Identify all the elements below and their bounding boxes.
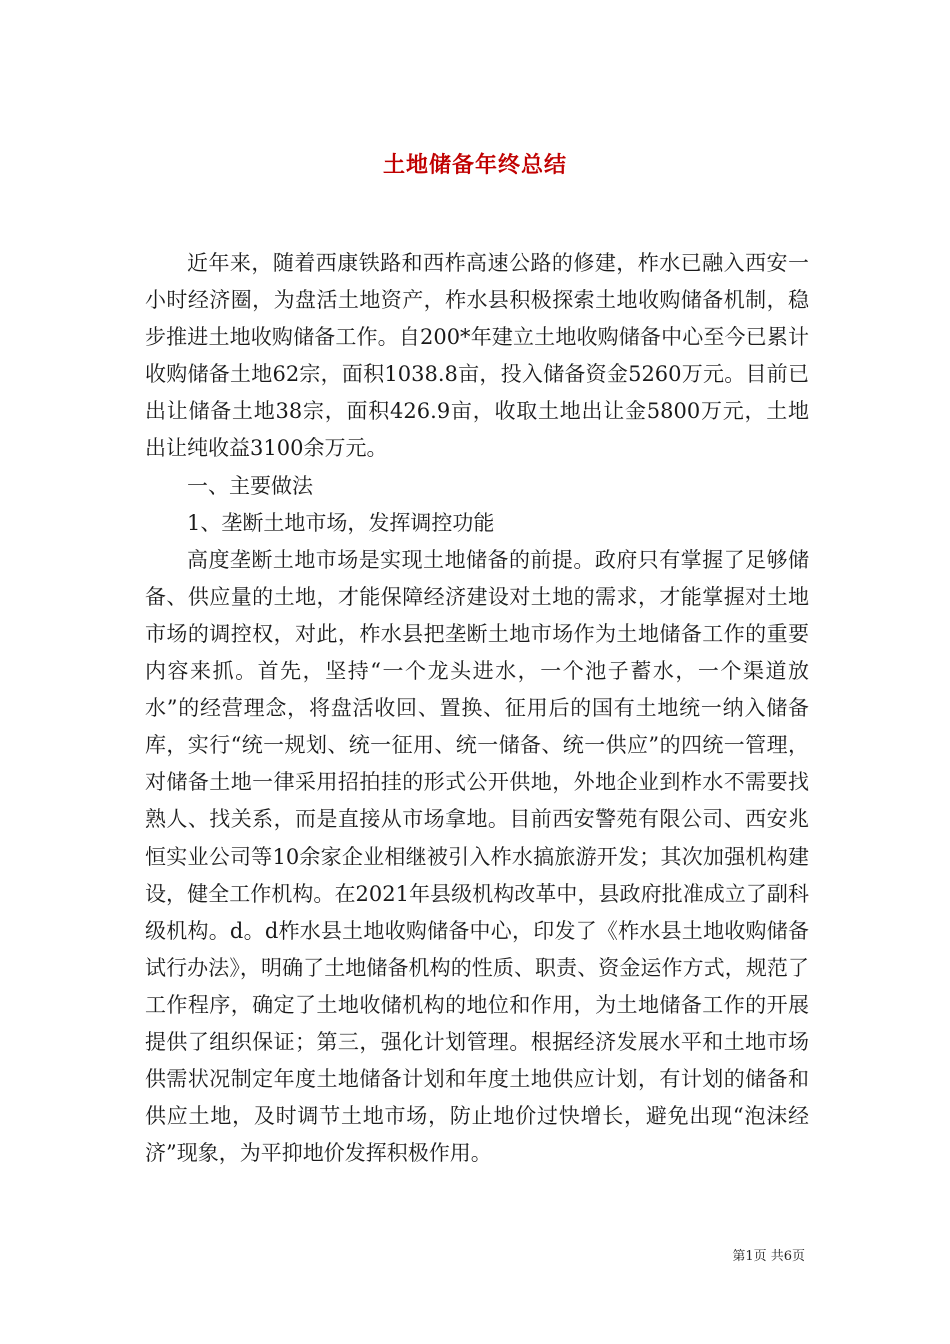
page-number-footer: 第1页 共6页 (732, 1249, 805, 1264)
paragraph-intro: 近年来，随着西康铁路和西柞高速公路的修建，柞水已融入西安一小时经济圈，为盘活土地资产，柞水县积极探索土地收购储备机制，稳步推进土地收购储备工作。自200*年建立土地收购储备中心至今已累计收购储备土地62宗，面积1038.8亩，投入储备资金5260万元。目前已出让储备土地38宗，面积426.9亩，收取土地出让金5800万元，土地出让纯收益3100余万元。 (145, 251, 809, 461)
subsection-heading: 1、垄断土地市场，发挥调控功能 (187, 510, 495, 535)
paragraph-main: 高度垄断土地市场是实现土地储备的前提。政府只有掌握了足够储备、供应量的土地，才能保障经济建设对土地的需求，才能掌握对土地市场的调控权，对此，柞水县把垄断土地市场作为土地储备工作的重要内容来抓。首先，坚持“一个龙头进水，一个池子蓄水，一个渠道放水”的经营理念，将盘活收回、置换、征用后的国有土地统一纳入储备库，实行“统一规划、统一征用、统一储备、统一供应”的四统一管理，对储备土地一律采用招拍挂的形式公开供地，外地企业到柞水不需要找熟人、找关系，而是直接从市场拿地。目前西安警苑有限公司、西安兆恒实业公司等10余家企业相继被引入柞水搞旅游开发；其次加强机构建设，健全工作机构。在2021年县级机构改革中，县政府批准成立了副科级机构。d。d柞水县土地收购储备中心，印发了《柞水县土地收购储备试行办法》，明确了土地储备机构的性质、职责、资金运作方式，规范了工作程序，确定了土地收储机构的地位和作用，为土地储备工作的开展提供了组织保证；第三，强化计划管理。根据经济发展水平和土地市场供需状况制定年度土地储备计划和年度土地供应计划，有计划的储备和供应土地，及时调节土地市场，防止地价过快增长，避免出现“泡沫经济”现象，为平抑地价发挥积极作用。 (145, 547, 809, 1166)
document-title: 土地储备年终总结 (382, 151, 567, 178)
document-body (145, 245, 809, 1172)
section-heading: 一、主要做法 (187, 473, 313, 498)
